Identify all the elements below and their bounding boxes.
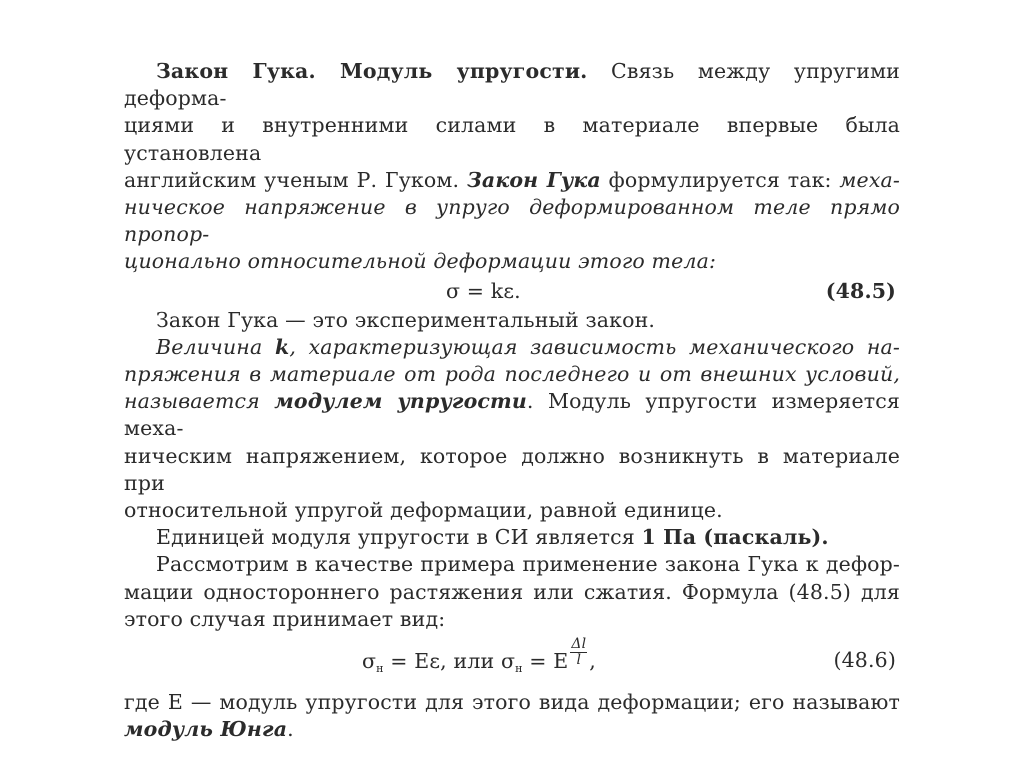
text-line: этого случая принимает вид: xyxy=(124,606,446,631)
term-hooke-law: Закон Гука xyxy=(466,167,601,192)
term-young-modulus: модуль Юнга xyxy=(124,717,288,742)
formula-48-5 xyxy=(124,276,900,307)
text-line: ническим напряжением, которое должно возникнуть в материале при xyxy=(124,443,900,495)
text-line: Единицей модуля упругости в СИ является 1 Па (паскаль). xyxy=(156,525,829,550)
formula-expression: σ = kε. xyxy=(446,278,521,303)
fraction: $\frac{\Delta l}{l}$ xyxy=(571,636,587,669)
text-line: циями и внутренними силами в материале впервые была установлена xyxy=(124,113,900,165)
formula-expression: $\sigma_н = E\varepsilon$, или $\sigma_н = E$ $\frac{\Delta l}{l}$ , xyxy=(362,636,596,676)
term-elastic-modulus: модулем упругости xyxy=(274,389,527,414)
text-line: Закон Гука. Модуль упругости. Связь между упругими деформа- xyxy=(124,59,900,111)
formula-number: (48.5) xyxy=(825,278,896,303)
formula-number: (48.6) xyxy=(833,648,896,673)
text-line: относительной упругой деформации, равной единице. xyxy=(124,498,723,523)
formula-48-6 xyxy=(124,633,900,689)
text-line: пряжения в материале от рода последнего и от внешних условий, xyxy=(124,362,900,387)
text-line: модуль Юнга. xyxy=(124,717,294,742)
text-line: мации одностороннего растяжения или сжатия. Формула (48.5) для xyxy=(124,579,900,604)
unit-pascal: 1 Па (паскаль). xyxy=(641,525,829,550)
text-line: Закон Гука — это экспериментальный закон. xyxy=(156,307,656,332)
text-line: называется модулем упругости. Модуль упругости измеряется меха- xyxy=(124,389,900,441)
text-line: где E — модуль упругости для этого вида деформации; его называют xyxy=(124,690,900,715)
text-line: английским ученым Р. Гуком. Закон Гука формулируется так: меха- xyxy=(124,167,900,192)
textbook-text xyxy=(124,58,900,743)
text-line: Рассмотрим в качестве примера применение закона Гука к дефор- xyxy=(156,552,900,577)
text-line: ническое напряжение в упруго деформированном теле прямо пропор- xyxy=(124,195,900,247)
text-line: Величина k, характеризующая зависимость механического на- xyxy=(156,334,900,359)
text-line: ционально относительной деформации этого тела: xyxy=(124,249,717,274)
section-heading: Закон Гука. Модуль упругости. xyxy=(156,59,588,83)
